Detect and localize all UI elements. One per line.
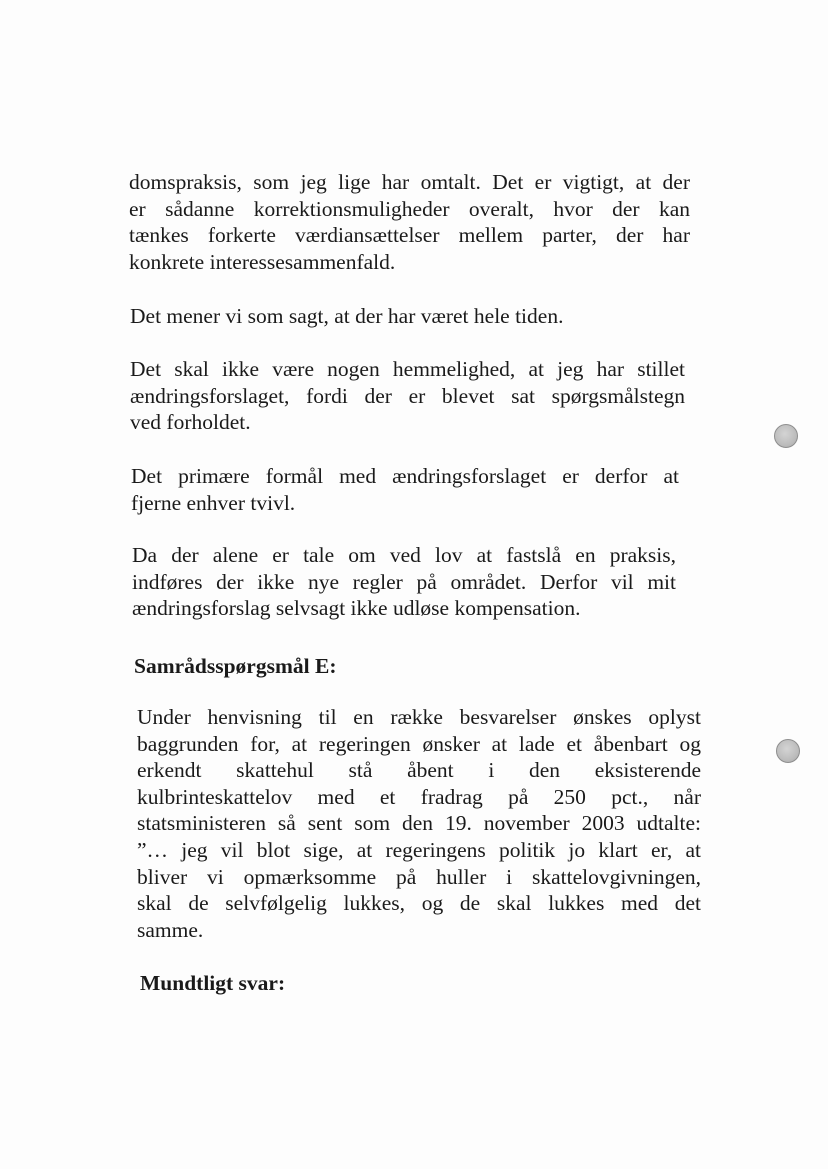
paragraph-line: fjerne enhver tvivl. (131, 490, 296, 515)
paragraph-1 (129, 169, 690, 275)
paragraph-line: Det mener vi som sagt, at der har været hele tiden. (130, 304, 564, 328)
paragraph-3 (130, 356, 685, 436)
paragraph-line: kulbrinteskattelov med et fradrag på 250 pct., når (137, 784, 701, 809)
punch-hole-upper (774, 424, 798, 448)
paragraph-line: Under henvisning til en række besvarelser ønskes oplyst (137, 705, 701, 729)
paragraph-line: ændringsforslag selvsagt ikke udløse kompensation. (132, 596, 581, 621)
paragraph-line: ændringsforslaget, fordi der er blevet sat spørgsmålstegn (130, 383, 685, 408)
paragraph-line: Det primære formål med ændringsforslaget er derfor at (131, 464, 679, 488)
answer-heading: Mundtligt svar: (140, 971, 286, 995)
paragraph-line: ved forholdet. (130, 410, 251, 435)
paragraph-2 (130, 303, 690, 330)
paragraph-line: erkendt skattehul stå åbent i den eksisterende (137, 758, 701, 783)
paragraph-line: baggrunden for, at regeringen ønsker at lade et åbenbart og (137, 731, 701, 756)
paragraph-line: ”… jeg vil blot sige, at regeringens politik jo klart er, at (137, 837, 701, 862)
paragraph-line: tænkes forkerte værdiansættelser mellem parter, der har (129, 223, 690, 248)
paragraph-line: Da der alene er tale om ved lov at fastslå en praksis, (132, 543, 676, 567)
paragraph-line: Det skal ikke være nogen hemmelighed, at jeg har stillet (130, 357, 685, 381)
paragraph-5 (132, 542, 676, 622)
paragraph-line: samme. (137, 917, 204, 942)
punch-hole-lower (776, 739, 800, 763)
question-heading: Samrådsspørgsmål E: (134, 654, 337, 678)
paragraph-line: konkrete interessesammenfald. (129, 249, 396, 274)
paragraph-line: skal de selvfølgelig lukkes, og de skal lukkes med det (137, 891, 701, 916)
question-paragraph (137, 704, 701, 943)
paragraph-line: statsministeren så sent som den 19. november 2003 udtalte: (137, 811, 701, 836)
paragraph-line: er sådanne korrektionsmuligheder overalt, hvor der kan (129, 196, 690, 221)
paragraph-line: domspraksis, som jeg lige har omtalt. Det er vigtigt, at der (129, 170, 690, 194)
paragraph-line: bliver vi opmærksomme på huller i skattelovgivningen, (137, 864, 701, 889)
paragraph-line: indføres der ikke nye regler på området. Derfor vil mit (132, 569, 676, 594)
paragraph-4 (131, 463, 679, 516)
